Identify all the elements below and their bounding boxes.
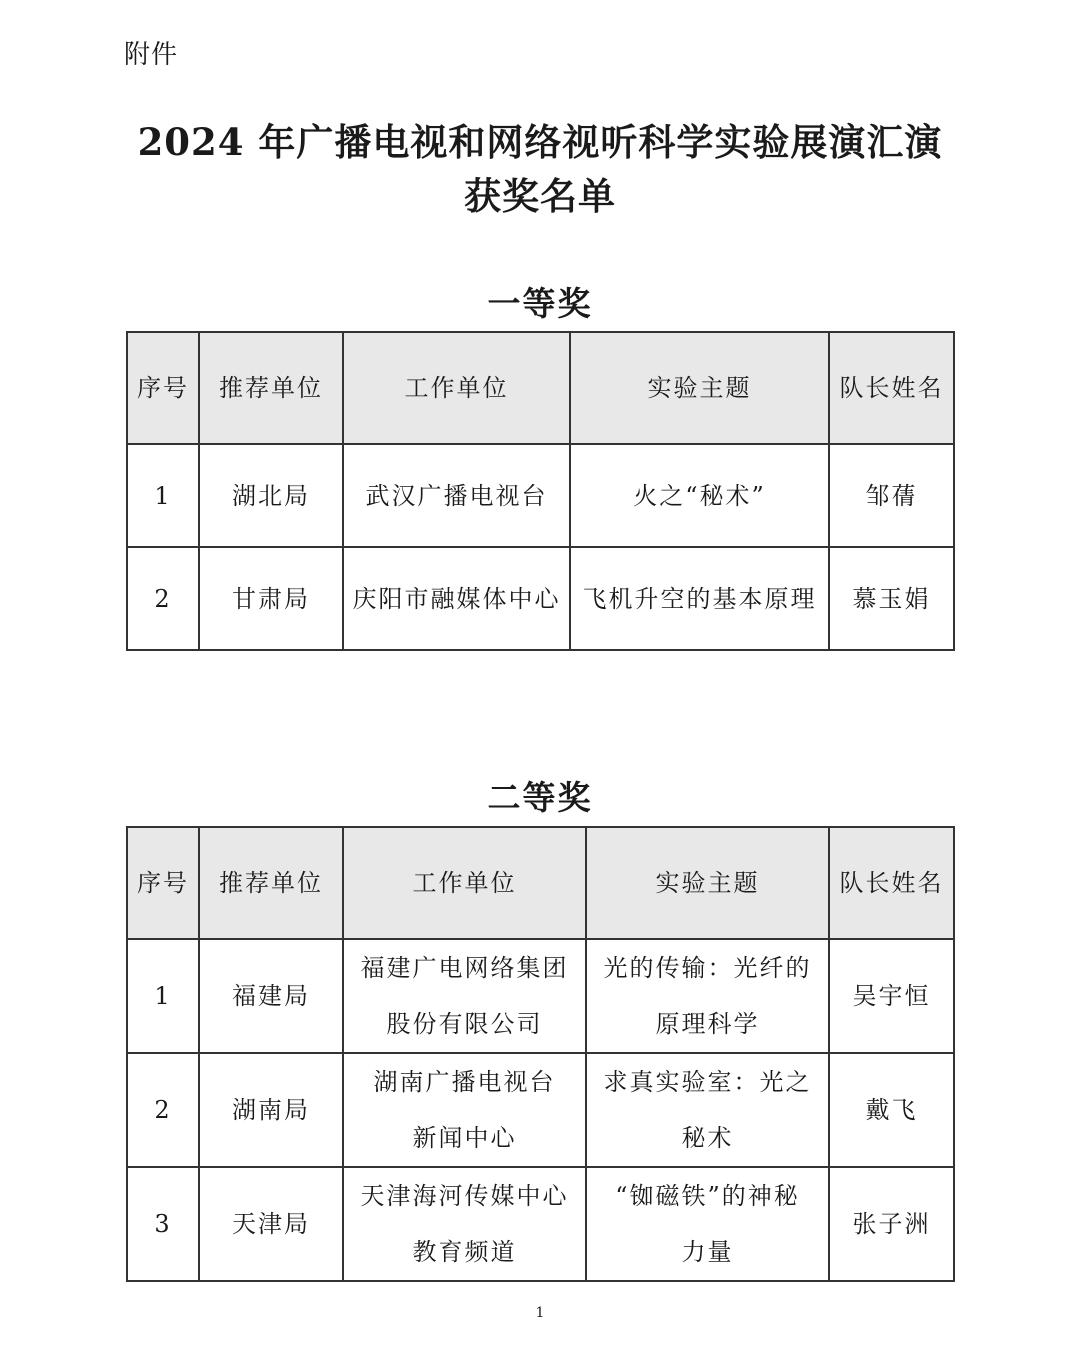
cell-recommender: 甘肃局 xyxy=(199,547,343,650)
cell-recommender: 湖南局 xyxy=(199,1053,343,1167)
cell-topic: 火之“秘术” xyxy=(570,444,829,547)
attachment-label: 附件 xyxy=(124,40,179,70)
cell-workplace-line: 新闻中心 xyxy=(412,1124,517,1152)
cell-no: 2 xyxy=(127,547,199,650)
cell-leader: 吴宇恒 xyxy=(829,939,954,1053)
cell-leader: 张子洲 xyxy=(829,1167,954,1281)
column-header-recommender: 推荐单位 xyxy=(199,827,343,939)
cell-no: 1 xyxy=(127,444,199,547)
first-prize-heading: 一等奖 xyxy=(487,284,593,323)
cell-topic-line: 原理科学 xyxy=(655,1010,760,1038)
cell-topic-line: “铷磁铁”的神秘 xyxy=(615,1182,800,1210)
cell-topic xyxy=(586,939,829,1053)
page-number: 1 xyxy=(535,1305,545,1321)
cell-workplace xyxy=(343,939,586,1053)
cell-workplace-line: 天津海河传媒中心 xyxy=(360,1182,569,1210)
column-header-no: 序号 xyxy=(127,332,199,444)
cell-topic-line: 秘术 xyxy=(681,1124,734,1152)
cell-workplace xyxy=(343,1053,586,1167)
column-header-no: 序号 xyxy=(127,827,199,939)
cell-topic-line: 力量 xyxy=(681,1238,734,1266)
column-header-recommender: 推荐单位 xyxy=(199,332,343,444)
cell-no: 3 xyxy=(127,1167,199,1281)
cell-workplace-line: 股份有限公司 xyxy=(386,1010,543,1038)
cell-workplace: 庆阳市融媒体中心 xyxy=(343,547,570,650)
document-subtitle: 获奖名单 xyxy=(464,174,616,218)
table-row xyxy=(127,547,954,650)
column-header-topic: 实验主题 xyxy=(570,332,829,444)
column-header-workplace: 工作单位 xyxy=(343,332,570,444)
cell-topic-line: 光的传输：光纤的 xyxy=(603,954,812,982)
cell-workplace xyxy=(343,1167,586,1281)
cell-recommender: 福建局 xyxy=(199,939,343,1053)
cell-no: 1 xyxy=(127,939,199,1053)
cell-workplace-line: 教育频道 xyxy=(412,1238,517,1266)
cell-leader: 慕玉娟 xyxy=(829,547,954,650)
second-prize-heading: 二等奖 xyxy=(487,778,593,817)
table-row xyxy=(127,1053,954,1167)
cell-recommender: 湖北局 xyxy=(199,444,343,547)
second-prize-table xyxy=(126,826,955,1282)
table-header-row xyxy=(127,827,954,939)
cell-leader: 戴飞 xyxy=(829,1053,954,1167)
document-title: 2024 年广播电视和网络视听科学实验展演汇演 xyxy=(137,120,943,164)
cell-leader: 邹蒨 xyxy=(829,444,954,547)
cell-topic xyxy=(586,1167,829,1281)
cell-workplace-line: 福建广电网络集团 xyxy=(360,954,569,982)
cell-topic-line: 求真实验室：光之 xyxy=(603,1068,812,1096)
cell-workplace-line: 湖南广播电视台 xyxy=(373,1068,556,1096)
table-row xyxy=(127,1167,954,1281)
cell-topic: 飞机升空的基本原理 xyxy=(570,547,829,650)
column-header-leader: 队长姓名 xyxy=(829,332,954,444)
table-header-row xyxy=(127,332,954,444)
table-row xyxy=(127,444,954,547)
cell-topic xyxy=(586,1053,829,1167)
column-header-workplace: 工作单位 xyxy=(343,827,586,939)
column-header-topic: 实验主题 xyxy=(586,827,829,939)
cell-no: 2 xyxy=(127,1053,199,1167)
table-row xyxy=(127,939,954,1053)
cell-recommender: 天津局 xyxy=(199,1167,343,1281)
column-header-leader: 队长姓名 xyxy=(829,827,954,939)
first-prize-table xyxy=(126,331,955,651)
cell-workplace: 武汉广播电视台 xyxy=(343,444,570,547)
